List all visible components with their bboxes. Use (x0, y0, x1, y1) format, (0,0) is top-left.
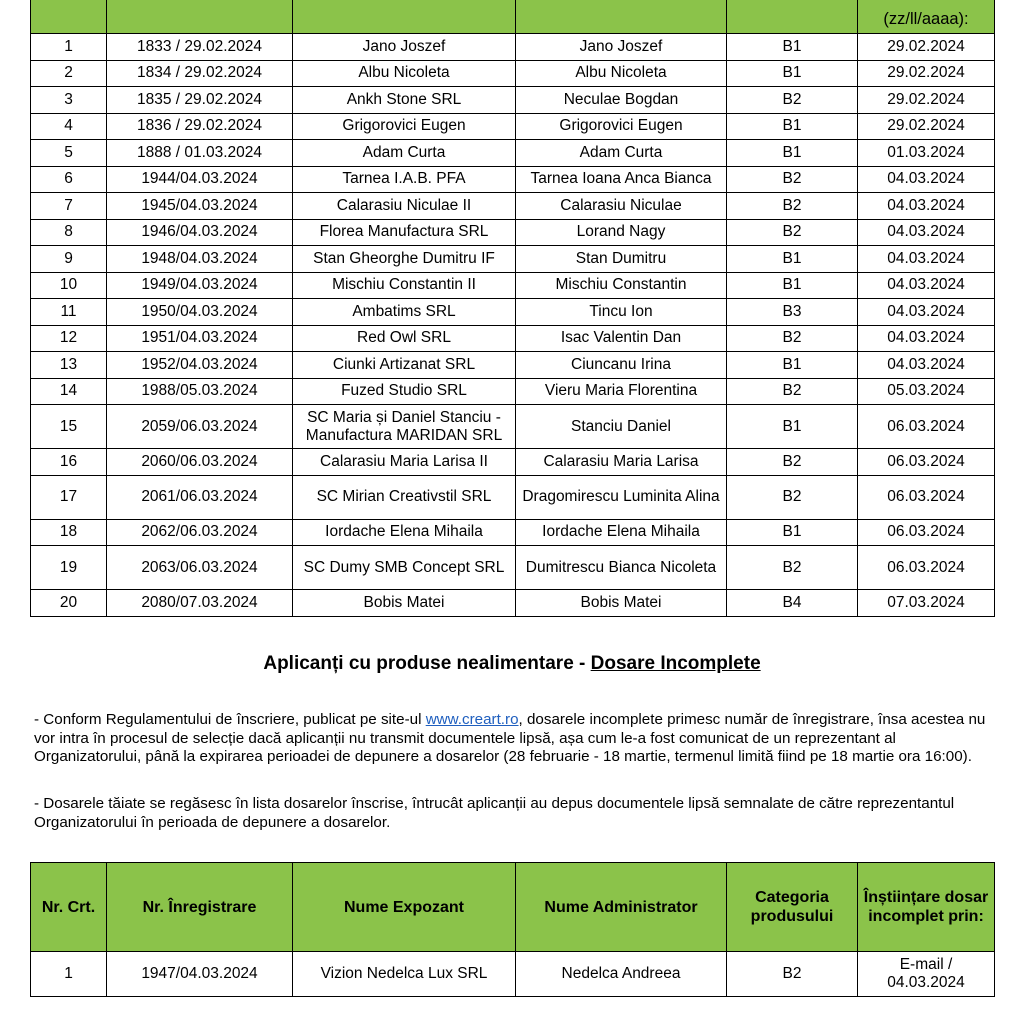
cell-categoria: B3 (727, 299, 858, 326)
cell-expozant: Jano Joszef (293, 34, 516, 61)
cell-data: 06.03.2024 (858, 475, 995, 519)
header-nume-administrator (516, 0, 727, 34)
cell-categoria: B1 (727, 352, 858, 379)
table-row (31, 378, 995, 405)
cell-inregistrare: 1950/04.03.2024 (107, 299, 293, 326)
cell-expozant: Calarasiu Maria Larisa II (293, 449, 516, 476)
cell-expozant: Red Owl SRL (293, 325, 516, 352)
table-header-row (31, 863, 995, 952)
cell-categoria: B2 (727, 475, 858, 519)
cell-categoria: B2 (727, 87, 858, 114)
cell-instiintare: E-mail / 04.03.2024 (858, 952, 995, 997)
cell-nr: 15 (31, 405, 107, 449)
cell-administrator: Stan Dumitru (516, 246, 727, 273)
cell-inregistrare: 2062/06.03.2024 (107, 519, 293, 546)
cell-inregistrare: 1948/04.03.2024 (107, 246, 293, 273)
cell-nr: 16 (31, 449, 107, 476)
note-dosare-taiate: - Dosarele tăiate se regăsesc în lista dosarelor înscrise, întrucât aplicanții au depus documentele lipsă semnalate de către reprezentantul Organizatorului în perioada de depunere a dosarelor. (34, 795, 955, 831)
cell-data: 29.02.2024 (858, 60, 995, 87)
cell-administrator: Dumitrescu Bianca Nicoleta (516, 546, 727, 590)
cell-administrator: Dragomirescu Luminita Alina (516, 475, 727, 519)
cell-expozant: Ambatims SRL (293, 299, 516, 326)
cell-expozant: Vizion Nedelca Lux SRL (293, 952, 516, 997)
cell-categoria: B1 (727, 34, 858, 61)
cell-inregistrare: 1949/04.03.2024 (107, 272, 293, 299)
cell-inregistrare: 1833 / 29.02.2024 (107, 34, 293, 61)
table-row (31, 219, 995, 246)
table-row (31, 166, 995, 193)
cell-categoria: B1 (727, 272, 858, 299)
cell-nr: 20 (31, 590, 107, 617)
cell-administrator: Mischiu Constantin (516, 272, 727, 299)
section-title-dosare-incomplete (0, 653, 1024, 675)
table-row (31, 546, 995, 590)
cell-inregistrare: 1888 / 01.03.2024 (107, 140, 293, 167)
cell-administrator: Albu Nicoleta (516, 60, 727, 87)
cell-data: 06.03.2024 (858, 449, 995, 476)
cell-nr: 6 (31, 166, 107, 193)
cell-expozant: Ankh Stone SRL (293, 87, 516, 114)
cell-administrator: Calarasiu Maria Larisa (516, 449, 727, 476)
cell-inregistrare: 2063/06.03.2024 (107, 546, 293, 590)
cell-nr: 9 (31, 246, 107, 273)
cell-nr: 19 (31, 546, 107, 590)
table-row (31, 352, 995, 379)
cell-expozant: Stan Gheorghe Dumitru IF (293, 246, 516, 273)
cell-categoria: B2 (727, 449, 858, 476)
table-row (31, 246, 995, 273)
creart-link[interactable]: www.creart.ro (425, 711, 519, 728)
cell-expozant: SC Dumy SMB Concept SRL (293, 546, 516, 590)
header-instiintare: Înștiințare dosar incomplet prin: (858, 863, 995, 952)
cell-inregistrare: 2080/07.03.2024 (107, 590, 293, 617)
cell-inregistrare: 1944/04.03.2024 (107, 166, 293, 193)
cell-nr: 11 (31, 299, 107, 326)
cell-nr: 5 (31, 140, 107, 167)
cell-data: 04.03.2024 (858, 272, 995, 299)
cell-inregistrare: 1947/04.03.2024 (107, 952, 293, 997)
cell-nr: 10 (31, 272, 107, 299)
cell-inregistrare: 1988/05.03.2024 (107, 378, 293, 405)
table-row (31, 193, 995, 220)
cell-nr: 7 (31, 193, 107, 220)
header-nume-administrator: Nume Administrator (516, 863, 727, 952)
cell-inregistrare: 2061/06.03.2024 (107, 475, 293, 519)
cell-expozant: Mischiu Constantin II (293, 272, 516, 299)
table-row (31, 60, 995, 87)
header-nr-inregistrare (107, 0, 293, 34)
cell-administrator: Neculae Bogdan (516, 87, 727, 114)
cell-data: 07.03.2024 (858, 590, 995, 617)
cell-data: 05.03.2024 (858, 378, 995, 405)
table-row (31, 449, 995, 476)
cell-nr: 8 (31, 219, 107, 246)
cell-inregistrare: 1835 / 29.02.2024 (107, 87, 293, 114)
cell-administrator: Tarnea Ioana Anca Bianca (516, 166, 727, 193)
cell-expozant: Calarasiu Niculae II (293, 193, 516, 220)
cell-expozant: Florea Manufactura SRL (293, 219, 516, 246)
cell-inregistrare: 1834 / 29.02.2024 (107, 60, 293, 87)
header-nr-crt: Nr. Crt. (31, 863, 107, 952)
cell-categoria: B1 (727, 519, 858, 546)
cell-data: 29.02.2024 (858, 34, 995, 61)
cell-inregistrare: 1945/04.03.2024 (107, 193, 293, 220)
cell-administrator: Isac Valentin Dan (516, 325, 727, 352)
cell-expozant: SC Mirian Creativstil SRL (293, 475, 516, 519)
cell-data: 04.03.2024 (858, 193, 995, 220)
table-row (31, 140, 995, 167)
cell-expozant: Grigorovici Eugen (293, 113, 516, 140)
cell-expozant: Tarnea I.A.B. PFA (293, 166, 516, 193)
cell-data: 01.03.2024 (858, 140, 995, 167)
cell-data: 06.03.2024 (858, 546, 995, 590)
cell-expozant: Ciunki Artizanat SRL (293, 352, 516, 379)
header-nr-inregistrare: Nr. Înregistrare (107, 863, 293, 952)
cell-expozant: SC Maria și Daniel Stanciu - Manufactura MARIDAN SRL (293, 405, 516, 449)
cell-data: 04.03.2024 (858, 352, 995, 379)
incomplete-applications-table (30, 862, 995, 997)
cell-categoria: B2 (727, 193, 858, 220)
cell-inregistrare: 1952/04.03.2024 (107, 352, 293, 379)
cell-expozant: Iordache Elena Mihaila (293, 519, 516, 546)
note1-text-before: - Conform Regulamentului de înscriere, publicat pe site-ul (34, 711, 426, 728)
cell-categoria: B1 (727, 60, 858, 87)
table-row (31, 519, 995, 546)
cell-categoria: B2 (727, 166, 858, 193)
cell-categoria: B4 (727, 590, 858, 617)
cell-inregistrare: 1836 / 29.02.2024 (107, 113, 293, 140)
cell-categoria: B1 (727, 405, 858, 449)
table-row (31, 87, 995, 114)
cell-expozant: Adam Curta (293, 140, 516, 167)
section-title-prefix: Aplicanți cu produse nealimentare - (263, 653, 591, 674)
cell-categoria: B1 (727, 246, 858, 273)
cell-nr: 18 (31, 519, 107, 546)
cell-data: 04.03.2024 (858, 246, 995, 273)
cell-administrator: Nedelca Andreea (516, 952, 727, 997)
table-row (31, 272, 995, 299)
cell-nr: 13 (31, 352, 107, 379)
table-row (31, 475, 995, 519)
cell-nr: 1 (31, 34, 107, 61)
cell-categoria: B2 (727, 952, 858, 997)
cell-categoria: B2 (727, 378, 858, 405)
cell-categoria: B1 (727, 113, 858, 140)
cell-data: 06.03.2024 (858, 519, 995, 546)
table-row (31, 113, 995, 140)
cell-categoria: B2 (727, 325, 858, 352)
cell-nr: 4 (31, 113, 107, 140)
cell-data: 04.03.2024 (858, 325, 995, 352)
table-row (31, 325, 995, 352)
cell-administrator: Vieru Maria Florentina (516, 378, 727, 405)
note1-text-after: , dosarele incomplete primesc număr de înregistrare, însa acestea nu vor intra în procesul de selecție dacă aplicanții nu transmit documentele lipsă, așa cum le-a fost comunicat de un reprezentant al Organizatorului, până la expirarea perioadei de depunere a dosarelor (28 februarie - 18 martie, termenul limită fiind pe 18 martie ora 16:00). (34, 711, 986, 765)
cell-administrator: Calarasiu Niculae (516, 193, 727, 220)
cell-administrator: Iordache Elena Mihaila (516, 519, 727, 546)
cell-expozant: Fuzed Studio SRL (293, 378, 516, 405)
table-row (31, 590, 995, 617)
cell-inregistrare: 1951/04.03.2024 (107, 325, 293, 352)
cell-nr: 1 (31, 952, 107, 997)
header-categoria (727, 0, 858, 34)
cell-data: 04.03.2024 (858, 166, 995, 193)
table-header-row (31, 0, 995, 34)
section-title-underlined: Dosare Incomplete (590, 653, 761, 674)
cell-nr: 12 (31, 325, 107, 352)
header-categoria-produsului: Categoria produsului (727, 863, 858, 952)
cell-nr: 14 (31, 378, 107, 405)
cell-data: 29.02.2024 (858, 113, 995, 140)
table-row (31, 405, 995, 449)
cell-expozant: Albu Nicoleta (293, 60, 516, 87)
cell-nr: 3 (31, 87, 107, 114)
cell-data: 06.03.2024 (858, 405, 995, 449)
cell-administrator: Lorand Nagy (516, 219, 727, 246)
table-row (31, 299, 995, 326)
cell-data: 04.03.2024 (858, 299, 995, 326)
note-regulament (34, 711, 994, 767)
header-nume-expozant (293, 0, 516, 34)
cell-administrator: Stanciu Daniel (516, 405, 727, 449)
cell-categoria: B1 (727, 140, 858, 167)
cell-nr: 2 (31, 60, 107, 87)
cell-administrator: Grigorovici Eugen (516, 113, 727, 140)
header-data: (zz/ll/aaaa): (858, 0, 995, 34)
cell-administrator: Bobis Matei (516, 590, 727, 617)
cell-inregistrare: 2060/06.03.2024 (107, 449, 293, 476)
cell-administrator: Adam Curta (516, 140, 727, 167)
table-row (31, 952, 995, 997)
cell-inregistrare: 1946/04.03.2024 (107, 219, 293, 246)
cell-data: 04.03.2024 (858, 219, 995, 246)
cell-categoria: B2 (727, 546, 858, 590)
cell-expozant: Bobis Matei (293, 590, 516, 617)
table-row (31, 34, 995, 61)
cell-administrator: Tincu Ion (516, 299, 727, 326)
registered-applicants-table (30, 0, 995, 617)
cell-categoria: B2 (727, 219, 858, 246)
cell-data: 29.02.2024 (858, 87, 995, 114)
cell-administrator: Ciuncanu Irina (516, 352, 727, 379)
cell-administrator: Jano Joszef (516, 34, 727, 61)
header-nume-expozant: Nume Expozant (293, 863, 516, 952)
cell-nr: 17 (31, 475, 107, 519)
header-nr-crt (31, 0, 107, 34)
cell-inregistrare: 2059/06.03.2024 (107, 405, 293, 449)
